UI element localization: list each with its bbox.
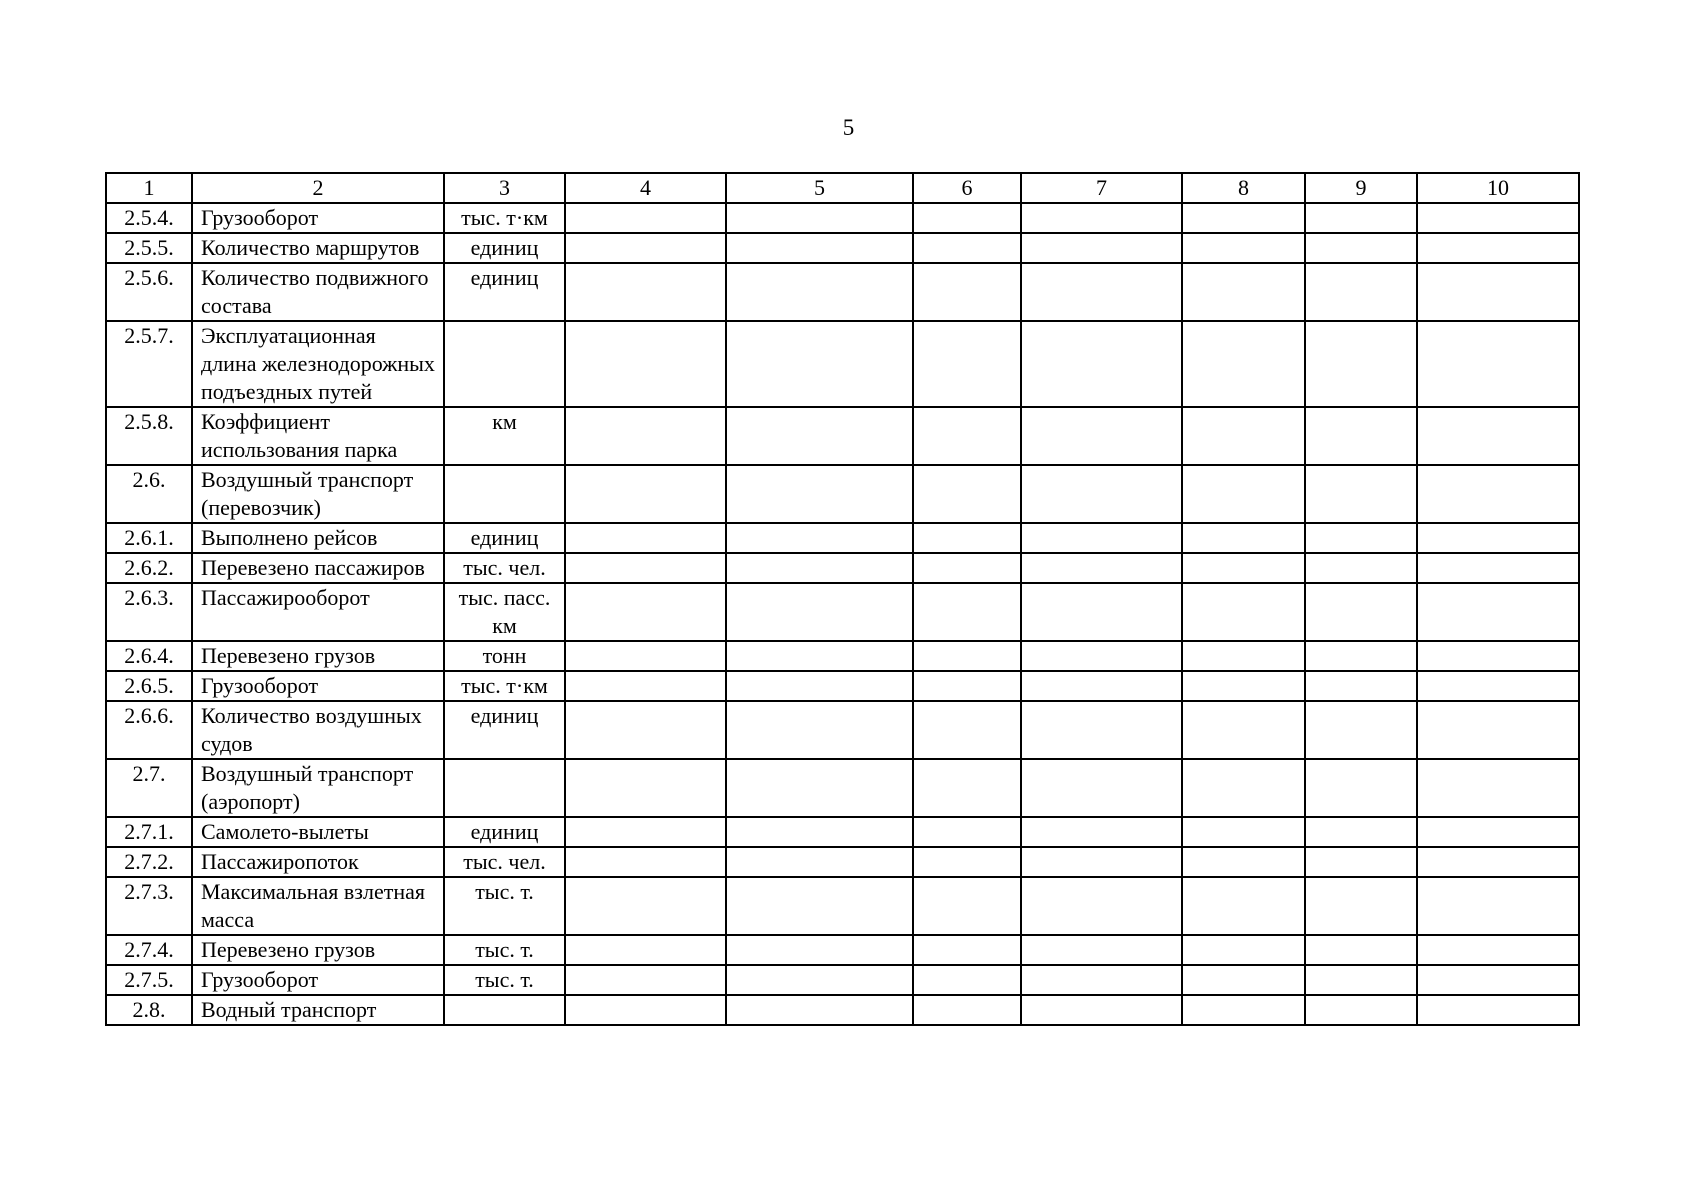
empty-value-cell xyxy=(1182,759,1305,817)
empty-value-cell xyxy=(1417,701,1579,759)
indicator-name-cell: Выполнено рейсов xyxy=(192,523,444,553)
row-number-cell: 2.6.1. xyxy=(106,523,192,553)
empty-value-cell xyxy=(726,847,913,877)
empty-value-cell xyxy=(1182,465,1305,523)
empty-value-cell xyxy=(1021,817,1182,847)
empty-value-cell xyxy=(913,817,1021,847)
empty-value-cell xyxy=(1182,233,1305,263)
empty-value-cell xyxy=(565,321,726,407)
empty-value-cell xyxy=(1417,671,1579,701)
column-header: 5 xyxy=(726,173,913,203)
column-header: 1 xyxy=(106,173,192,203)
empty-value-cell xyxy=(565,233,726,263)
empty-value-cell xyxy=(1417,759,1579,817)
indicator-name-cell: Количество подвижного состава xyxy=(192,263,444,321)
empty-value-cell xyxy=(1417,847,1579,877)
empty-value-cell xyxy=(1021,203,1182,233)
row-number-cell: 2.6.5. xyxy=(106,671,192,701)
empty-value-cell xyxy=(1305,847,1417,877)
table-row xyxy=(106,935,1579,965)
empty-value-cell xyxy=(1417,407,1579,465)
empty-value-cell xyxy=(1021,847,1182,877)
empty-value-cell xyxy=(1417,995,1579,1025)
empty-value-cell xyxy=(1021,465,1182,523)
empty-value-cell xyxy=(726,553,913,583)
indicator-name-cell: Грузооборот xyxy=(192,203,444,233)
empty-value-cell xyxy=(565,877,726,935)
empty-value-cell xyxy=(913,263,1021,321)
empty-value-cell xyxy=(1305,583,1417,641)
empty-value-cell xyxy=(1417,877,1579,935)
empty-value-cell xyxy=(1021,583,1182,641)
unit-cell: единиц xyxy=(444,233,565,263)
empty-value-cell xyxy=(913,523,1021,553)
unit-cell: единиц xyxy=(444,263,565,321)
table-row xyxy=(106,263,1579,321)
indicator-name-cell: Количество воздушных судов xyxy=(192,701,444,759)
empty-value-cell xyxy=(1305,263,1417,321)
empty-value-cell xyxy=(1182,321,1305,407)
row-number-cell: 2.5.5. xyxy=(106,233,192,263)
indicator-name-cell: Эксплуатационная длина железнодорожных подъездных путей xyxy=(192,321,444,407)
empty-value-cell xyxy=(1182,641,1305,671)
empty-value-cell xyxy=(1305,553,1417,583)
table-row xyxy=(106,701,1579,759)
empty-value-cell xyxy=(1182,965,1305,995)
empty-value-cell xyxy=(1305,701,1417,759)
empty-value-cell xyxy=(726,523,913,553)
empty-value-cell xyxy=(1182,523,1305,553)
indicator-name-cell: Максимальная взлетная масса xyxy=(192,877,444,935)
empty-value-cell xyxy=(565,995,726,1025)
empty-value-cell xyxy=(565,523,726,553)
empty-value-cell xyxy=(1417,817,1579,847)
empty-value-cell xyxy=(1305,407,1417,465)
empty-value-cell xyxy=(913,641,1021,671)
empty-value-cell xyxy=(1305,759,1417,817)
indicator-name-cell: Грузооборот xyxy=(192,965,444,995)
empty-value-cell xyxy=(726,701,913,759)
empty-value-cell xyxy=(565,465,726,523)
empty-value-cell xyxy=(1417,203,1579,233)
empty-value-cell xyxy=(726,965,913,995)
empty-value-cell xyxy=(1182,995,1305,1025)
unit-cell: единиц xyxy=(444,523,565,553)
empty-value-cell xyxy=(565,935,726,965)
empty-value-cell xyxy=(1417,935,1579,965)
row-number-cell: 2.6.3. xyxy=(106,583,192,641)
empty-value-cell xyxy=(1305,995,1417,1025)
row-number-cell: 2.7.5. xyxy=(106,965,192,995)
empty-value-cell xyxy=(1021,995,1182,1025)
row-number-cell: 2.8. xyxy=(106,995,192,1025)
table-row xyxy=(106,553,1579,583)
empty-value-cell xyxy=(1305,641,1417,671)
row-number-cell: 2.7.4. xyxy=(106,935,192,965)
empty-value-cell xyxy=(1417,233,1579,263)
indicator-name-cell: Воздушный транспорт (перевозчик) xyxy=(192,465,444,523)
unit-cell xyxy=(444,759,565,817)
empty-value-cell xyxy=(1182,701,1305,759)
table-row xyxy=(106,877,1579,935)
column-header: 8 xyxy=(1182,173,1305,203)
indicator-name-cell: Водный транспорт xyxy=(192,995,444,1025)
unit-cell: тыс. т. xyxy=(444,935,565,965)
empty-value-cell xyxy=(1182,877,1305,935)
empty-value-cell xyxy=(726,671,913,701)
empty-value-cell xyxy=(726,641,913,671)
empty-value-cell xyxy=(1417,553,1579,583)
empty-value-cell xyxy=(565,203,726,233)
empty-value-cell xyxy=(726,877,913,935)
unit-cell: тыс. чел. xyxy=(444,553,565,583)
empty-value-cell xyxy=(1417,641,1579,671)
row-number-cell: 2.7.3. xyxy=(106,877,192,935)
table-row xyxy=(106,583,1579,641)
empty-value-cell xyxy=(1021,641,1182,671)
page-number: 5 xyxy=(842,115,855,140)
empty-value-cell xyxy=(726,263,913,321)
table-row xyxy=(106,321,1579,407)
table-row xyxy=(106,465,1579,523)
indicator-name-cell: Перевезено пассажиров xyxy=(192,553,444,583)
unit-cell xyxy=(444,465,565,523)
empty-value-cell xyxy=(1305,877,1417,935)
empty-value-cell xyxy=(1305,233,1417,263)
empty-value-cell xyxy=(1021,407,1182,465)
row-number-cell: 2.7.2. xyxy=(106,847,192,877)
empty-value-cell xyxy=(1021,233,1182,263)
row-number-cell: 2.6. xyxy=(106,465,192,523)
empty-value-cell xyxy=(913,877,1021,935)
unit-cell: км xyxy=(444,407,565,465)
empty-value-cell xyxy=(565,701,726,759)
empty-value-cell xyxy=(726,759,913,817)
empty-value-cell xyxy=(726,321,913,407)
table-row xyxy=(106,671,1579,701)
header-row xyxy=(106,173,1579,203)
indicator-name-cell: Количество маршрутов xyxy=(192,233,444,263)
empty-value-cell xyxy=(1021,759,1182,817)
empty-value-cell xyxy=(726,995,913,1025)
unit-cell xyxy=(444,995,565,1025)
row-number-cell: 2.7.1. xyxy=(106,817,192,847)
empty-value-cell xyxy=(1182,583,1305,641)
unit-cell: тыс. т·км xyxy=(444,203,565,233)
empty-value-cell xyxy=(1021,263,1182,321)
row-number-cell: 2.6.4. xyxy=(106,641,192,671)
empty-value-cell xyxy=(1305,935,1417,965)
empty-value-cell xyxy=(726,935,913,965)
table-row xyxy=(106,233,1579,263)
column-header: 7 xyxy=(1021,173,1182,203)
empty-value-cell xyxy=(1417,523,1579,553)
empty-value-cell xyxy=(913,995,1021,1025)
unit-cell: тыс. т·км xyxy=(444,671,565,701)
empty-value-cell xyxy=(565,965,726,995)
empty-value-cell xyxy=(913,935,1021,965)
empty-value-cell xyxy=(1182,203,1305,233)
empty-value-cell xyxy=(1182,671,1305,701)
empty-value-cell xyxy=(913,583,1021,641)
empty-value-cell xyxy=(1182,935,1305,965)
empty-value-cell xyxy=(726,817,913,847)
empty-value-cell xyxy=(1305,203,1417,233)
empty-value-cell xyxy=(565,671,726,701)
empty-value-cell xyxy=(913,965,1021,995)
empty-value-cell xyxy=(565,847,726,877)
empty-value-cell xyxy=(1417,263,1579,321)
table-body xyxy=(106,203,1579,1025)
indicator-name-cell: Пассажиропоток xyxy=(192,847,444,877)
empty-value-cell xyxy=(565,407,726,465)
table-row xyxy=(106,523,1579,553)
indicator-name-cell: Самолето-вылеты xyxy=(192,817,444,847)
report-table xyxy=(105,172,1580,1026)
row-number-cell: 2.5.8. xyxy=(106,407,192,465)
indicator-name-cell: Пассажирооборот xyxy=(192,583,444,641)
empty-value-cell xyxy=(1417,465,1579,523)
table-row xyxy=(106,965,1579,995)
empty-value-cell xyxy=(726,203,913,233)
indicator-name-cell: Перевезено грузов xyxy=(192,935,444,965)
table-row xyxy=(106,995,1579,1025)
row-number-cell: 2.6.6. xyxy=(106,701,192,759)
empty-value-cell xyxy=(913,553,1021,583)
table-row xyxy=(106,759,1579,817)
empty-value-cell xyxy=(1021,523,1182,553)
indicator-name-cell: Воздушный транспорт (аэропорт) xyxy=(192,759,444,817)
empty-value-cell xyxy=(565,641,726,671)
unit-cell: единиц xyxy=(444,701,565,759)
empty-value-cell xyxy=(1182,407,1305,465)
column-header: 4 xyxy=(565,173,726,203)
empty-value-cell xyxy=(1021,965,1182,995)
column-header: 9 xyxy=(1305,173,1417,203)
empty-value-cell xyxy=(1305,465,1417,523)
table-row xyxy=(106,847,1579,877)
empty-value-cell xyxy=(565,759,726,817)
row-number-cell: 2.5.6. xyxy=(106,263,192,321)
empty-value-cell xyxy=(1021,321,1182,407)
unit-cell: тыс. т. xyxy=(444,877,565,935)
row-number-cell: 2.7. xyxy=(106,759,192,817)
empty-value-cell xyxy=(565,583,726,641)
table-row xyxy=(106,641,1579,671)
table-row xyxy=(106,817,1579,847)
empty-value-cell xyxy=(913,407,1021,465)
empty-value-cell xyxy=(726,465,913,523)
unit-cell: единиц xyxy=(444,817,565,847)
unit-cell: тыс. пасс. км xyxy=(444,583,565,641)
empty-value-cell xyxy=(1417,583,1579,641)
empty-value-cell xyxy=(565,817,726,847)
indicator-name-cell: Перевезено грузов xyxy=(192,641,444,671)
empty-value-cell xyxy=(1182,817,1305,847)
empty-value-cell xyxy=(726,583,913,641)
row-number-cell: 2.5.7. xyxy=(106,321,192,407)
empty-value-cell xyxy=(913,233,1021,263)
empty-value-cell xyxy=(913,671,1021,701)
empty-value-cell xyxy=(913,847,1021,877)
empty-value-cell xyxy=(1305,965,1417,995)
empty-value-cell xyxy=(1021,701,1182,759)
empty-value-cell xyxy=(913,465,1021,523)
column-header: 6 xyxy=(913,173,1021,203)
empty-value-cell xyxy=(565,263,726,321)
empty-value-cell xyxy=(1305,523,1417,553)
empty-value-cell xyxy=(913,759,1021,817)
unit-cell: тыс. чел. xyxy=(444,847,565,877)
empty-value-cell xyxy=(1417,965,1579,995)
row-number-cell: 2.6.2. xyxy=(106,553,192,583)
empty-value-cell xyxy=(565,553,726,583)
column-header: 3 xyxy=(444,173,565,203)
empty-value-cell xyxy=(913,321,1021,407)
indicator-name-cell: Коэффициент использования парка xyxy=(192,407,444,465)
unit-cell xyxy=(444,321,565,407)
empty-value-cell xyxy=(726,233,913,263)
table-row xyxy=(106,203,1579,233)
empty-value-cell xyxy=(1021,877,1182,935)
empty-value-cell xyxy=(1417,321,1579,407)
empty-value-cell xyxy=(726,407,913,465)
empty-value-cell xyxy=(1021,671,1182,701)
empty-value-cell xyxy=(1021,553,1182,583)
empty-value-cell xyxy=(1182,847,1305,877)
unit-cell: тыс. т. xyxy=(444,965,565,995)
empty-value-cell xyxy=(913,701,1021,759)
empty-value-cell xyxy=(1182,263,1305,321)
empty-value-cell xyxy=(1305,671,1417,701)
row-number-cell: 2.5.4. xyxy=(106,203,192,233)
empty-value-cell xyxy=(1305,817,1417,847)
column-header: 10 xyxy=(1417,173,1579,203)
empty-value-cell xyxy=(1305,321,1417,407)
empty-value-cell xyxy=(1021,935,1182,965)
column-header: 2 xyxy=(192,173,444,203)
empty-value-cell xyxy=(1182,553,1305,583)
empty-value-cell xyxy=(913,203,1021,233)
table-row xyxy=(106,407,1579,465)
unit-cell: тонн xyxy=(444,641,565,671)
indicator-name-cell: Грузооборот xyxy=(192,671,444,701)
